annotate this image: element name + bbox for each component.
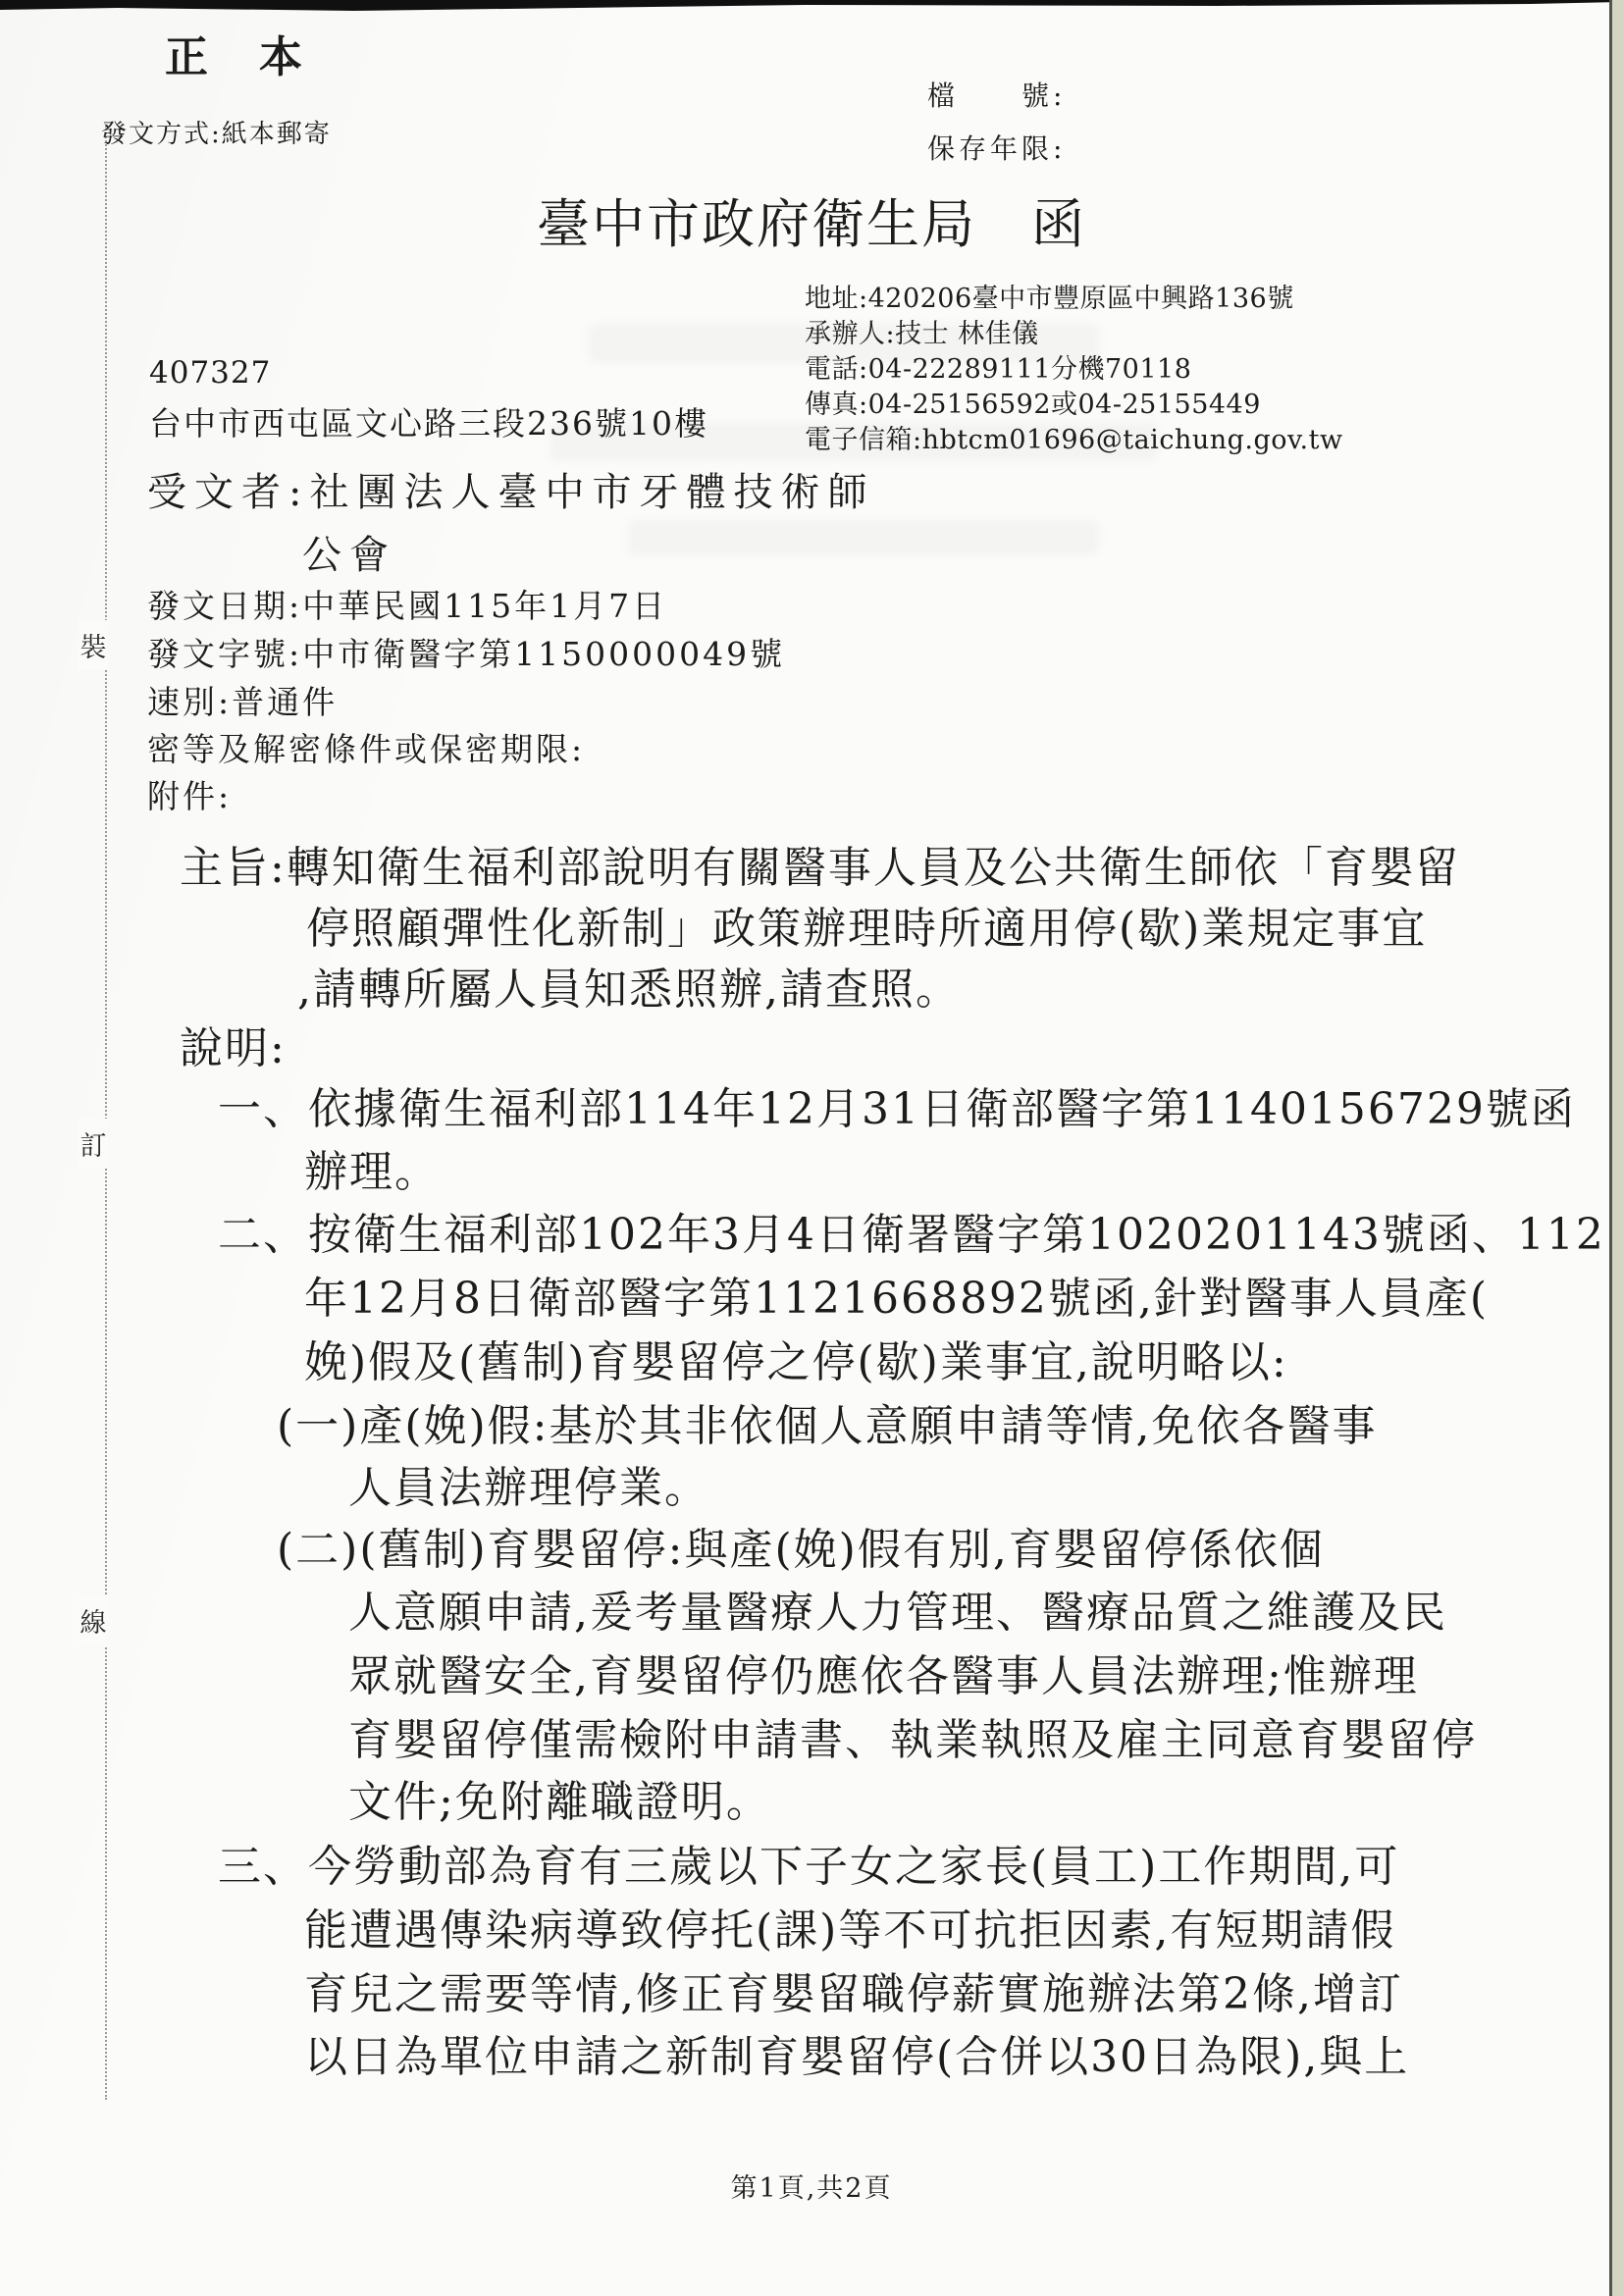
agency-contact-block [805, 282, 1343, 458]
binding-dotted-line [105, 126, 107, 2100]
agency-fax: 傳真:04-25156592或04-25155449 [805, 390, 1261, 420]
recipient-zip: 407327 [149, 355, 272, 391]
meta-security: 密等及解密條件或保密期限: [147, 730, 586, 768]
agency-contact-person: 承辦人:技士 林佳儀 [805, 319, 1039, 349]
meta-doc-number: 發文字號:中市衛醫字第1150000049號 [147, 635, 786, 673]
body-subitem-line: 育嬰留停僅需檢附申請書、執業執照及雇主同意育嬰留停 [348, 1715, 1477, 1765]
scan-edge-right-strip [1609, 0, 1623, 2296]
explanation-label: 說明: [180, 1023, 287, 1073]
agency-email: 電子信箱:hbtcm01696@taichung.gov.tw [805, 425, 1343, 455]
binding-mark-zhuang: 裝 [79, 620, 108, 670]
meta-speed: 速別:普通件 [147, 683, 339, 721]
agency-phone: 電話:04-22289111分機70118 [805, 354, 1192, 385]
body-item-line: 以日為單位申請之新制育嬰留停(合併以30日為限),與上 [304, 2032, 1410, 2082]
file-number-label: 檔 號: [927, 79, 1067, 112]
document-title: 臺中市政府衛生局 函 [537, 193, 1086, 255]
body-item-line: 能遭遇傳染病導致停托(課)等不可抗拒因素,有短期請假 [304, 1905, 1396, 1956]
subject-line: 停照顧彈性化新制」政策辦理時所適用停(歇)業規定事宜 [306, 904, 1428, 954]
body-subitem-line: 人員法辦理停業。 [348, 1463, 709, 1513]
meta-attachment: 附件: [147, 777, 233, 815]
body-item-line: 二、按衛生福利部102年3月4日衛署醫字第1020201143號函、112 [218, 1210, 1605, 1260]
retention-period-label: 保存年限: [927, 132, 1067, 165]
body-subitem-line: 文件;免附離職證明。 [348, 1777, 771, 1827]
body-subitem-line: 眾就醫安全,育嬰留停仍應依各醫事人員法辦理;惟辦理 [348, 1651, 1419, 1701]
copy-marking: 正 本 [165, 32, 306, 82]
binding-mark-ding: 訂 [79, 1119, 108, 1169]
body-subitem-line: (一)產(娩)假:基於其非依個人意願申請等情,免依各醫事 [277, 1401, 1378, 1451]
body-item-line: 育兒之需要等情,修正育嬰留職停薪實施辦法第2條,增訂 [304, 1969, 1403, 2019]
agency-address: 地址:420206臺中市豐原區中興路136號 [805, 284, 1294, 314]
body-item-line: 娩)假及(舊制)育嬰留停之停(歇)業事宜,說明略以: [304, 1337, 1288, 1387]
body-item-line: 辦理。 [304, 1147, 440, 1197]
recipient-address: 台中市西屯區文心路三段236號10樓 [149, 404, 708, 443]
subject-line: ,請轉所屬人員知悉照辦,請查照。 [297, 965, 961, 1015]
body-subitem-line: 人意願申請,爰考量醫療人力管理、醫療品質之維護及民 [348, 1588, 1447, 1638]
body-item-line: 年12月8日衛部醫字第1121668892號函,針對醫事人員產( [304, 1274, 1490, 1324]
page-number: 第1頁,共2頁 [730, 2173, 893, 2204]
body-item-line: 三、今勞動部為育有三歲以下子女之家長(員工)工作期間,可 [218, 1842, 1400, 1892]
bleed-through-artifact [628, 520, 1099, 555]
recipient-line2: 公會 [302, 533, 396, 578]
binding-mark-xian: 線 [79, 1595, 108, 1645]
body-subitem-line: (二)(舊制)育嬰留停:與產(娩)假有別,育嬰留停係依個 [277, 1525, 1325, 1575]
scan-edge-top [0, 0, 1623, 12]
recipient-line1: 受文者:社團法人臺中市牙體技術師 [147, 470, 875, 515]
body-item-line: 一、依據衛生福利部114年12月31日衛部醫字第1140156729號函 [218, 1084, 1576, 1134]
meta-issue-date: 發文日期:中華民國115年1月7日 [147, 587, 668, 625]
delivery-method: 發文方式:紙本郵寄 [101, 120, 332, 149]
subject-line: 主旨:轉知衛生福利部說明有關醫事人員及公共衛生師依「育嬰留 [180, 843, 1460, 893]
